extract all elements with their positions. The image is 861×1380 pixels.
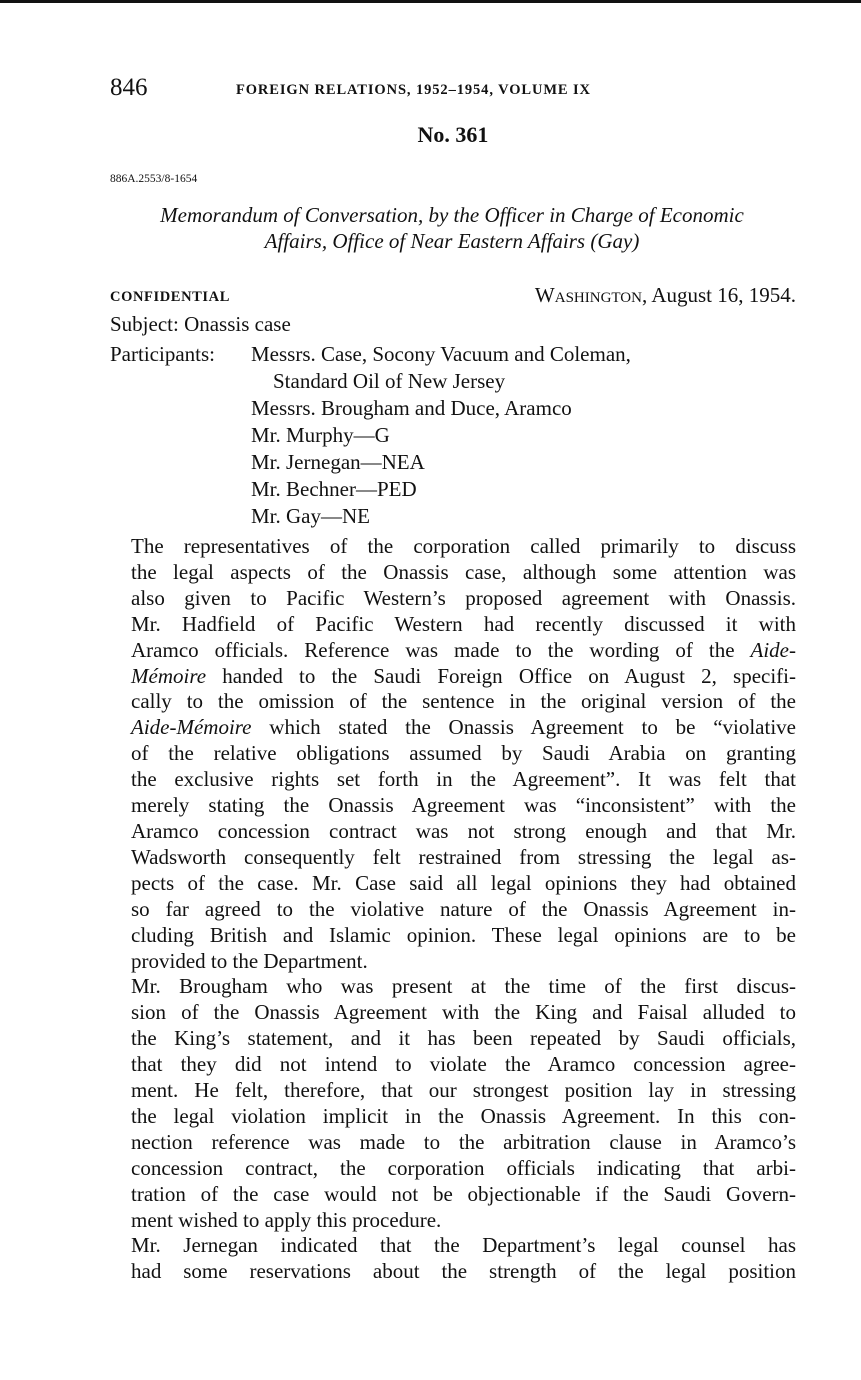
top-rule — [0, 0, 861, 3]
paragraph-2 — [110, 974, 796, 1233]
participants-label: Participants: — [110, 342, 215, 366]
text-line: nection reference was made to the arbitration clause in Aramco’s — [131, 1129, 796, 1154]
text-line: the legal aspects of the Onassis case, although some attention was — [131, 559, 796, 584]
text-line: Mr. Brougham who was present at the time of the first discus- — [131, 974, 796, 999]
text-segment: Aramco officials. Reference was made to the wording of the — [131, 637, 735, 662]
document-title-line-2: Affairs, Office of Near Eastern Affairs (Gay) — [264, 229, 640, 253]
text-line: of the relative obligations assumed by Saudi Arabia on granting — [131, 741, 796, 766]
text-line: the exclusive rights set forth in the Agreement”. It was felt that — [131, 767, 796, 792]
text-segment: which stated the Onassis Agreement to be “violative — [269, 715, 796, 740]
text-line: pects of the case. Mr. Case said all legal opinions they had obtained — [131, 870, 796, 895]
text-line: merely stating the Onassis Agreement was “inconsistent” with the — [131, 793, 796, 818]
text-line: cluding British and Islamic opinion. These legal opinions are to be — [131, 922, 796, 947]
text-line: cally to the omission of the sentence in the original version of the — [131, 689, 796, 714]
text-line: Mr. Hadfield of Pacific Western had recently discussed it with — [131, 611, 796, 636]
italic-term: Aide- — [750, 637, 796, 662]
text-line: tration of the case would not be objectionable if the Saudi Govern- — [131, 1181, 796, 1206]
classification-line — [110, 282, 796, 310]
participant-entry: Mr. Murphy—G — [251, 423, 390, 447]
running-head — [110, 72, 750, 106]
text-line: had some reservations about the strength of the legal position — [131, 1259, 796, 1284]
paragraph-3 — [110, 1233, 796, 1285]
text-segment: handed to the Saudi Foreign Office on August 2, specifi- — [222, 663, 796, 688]
participant-entry: Messrs. Brougham and Duce, Aramco — [251, 396, 572, 420]
paragraph-1 — [110, 534, 796, 974]
text-line: the legal violation implicit in the Onassis Agreement. In this con- — [131, 1103, 796, 1128]
page-number: 846 — [110, 74, 148, 101]
text-line: so far agreed to the violative nature of the Onassis Agreement in- — [131, 896, 796, 921]
text-line: also given to Pacific Western’s proposed agreement with Onassis. — [131, 585, 796, 610]
file-reference: 886A.2553/8-1654 — [110, 173, 198, 185]
classification-marking: CONFIDENTIAL — [110, 289, 230, 305]
participants-list — [251, 341, 811, 530]
place: Washington, — [534, 283, 648, 307]
document-title — [106, 202, 798, 254]
text-line: ment. He felt, therefore, that our strongest position lay in stressing — [131, 1078, 796, 1103]
text-line: ment wished to apply this procedure. — [131, 1207, 442, 1232]
text-line — [110, 638, 796, 664]
text-line: sion of the Onassis Agreement with the King and Faisal alluded to — [131, 1000, 796, 1025]
place-date — [535, 282, 796, 308]
text-line: The representatives of the corporation called primarily to discuss — [131, 534, 796, 558]
italic-term: Aide-Mémoire — [131, 715, 252, 740]
text-line: concession contract, the corporation officials indicating that arbi- — [131, 1155, 796, 1180]
text-line — [110, 664, 796, 690]
participant-entry-continuation: Standard Oil of New Jersey — [273, 369, 506, 393]
participant-entry: Mr. Gay—NE — [251, 504, 370, 528]
date: August 16, 1954. — [651, 283, 796, 307]
italic-term: Mémoire — [131, 663, 207, 688]
participant-entry: Mr. Bechner—PED — [251, 477, 417, 501]
body-text — [110, 534, 796, 1285]
text-line — [110, 715, 796, 741]
document-number: No. 361 — [417, 122, 489, 147]
text-line: that they did not intend to violate the Aramco concession agree- — [131, 1052, 796, 1077]
text-line: the King’s statement, and it has been repeated by Saudi officials, — [131, 1026, 796, 1051]
text-line: Wadsworth consequently felt restrained from stressing the legal as- — [131, 844, 796, 869]
subject-line: Subject: Onassis case — [110, 312, 291, 336]
text-line: Mr. Jernegan indicated that the Department’s legal counsel has — [131, 1233, 796, 1258]
document-title-line-1: Memorandum of Conversation, by the Officer in Charge of Economic — [160, 203, 744, 227]
participant-entry: Messrs. Case, Socony Vacuum and Coleman, — [251, 342, 631, 366]
text-line: Aramco concession contract was not strong enough and that Mr. — [131, 818, 796, 843]
text-line: provided to the Department. — [131, 948, 368, 973]
participant-entry: Mr. Jernegan—NEA — [251, 450, 425, 474]
running-title: FOREIGN RELATIONS, 1952–1954, VOLUME IX — [236, 82, 591, 98]
